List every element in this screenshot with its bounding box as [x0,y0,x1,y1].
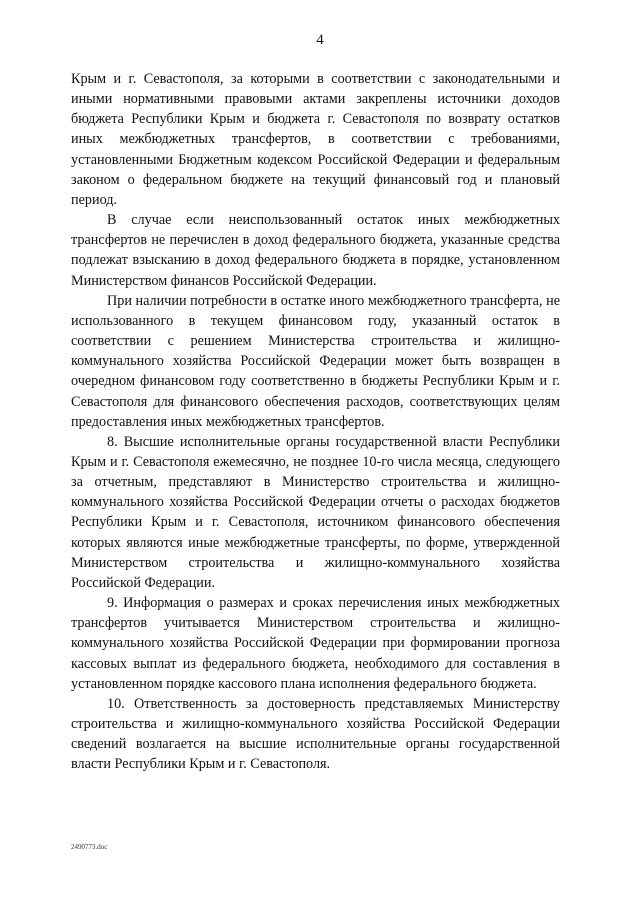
document-file-label: 2490773.doc [71,843,108,851]
paragraph-unused-remainder: В случае если неиспользованный остаток иных межбюджетных трансфертов не перечислен в доход федерального бюджета, указанные средства подлежат взысканию в доход федерального бюджета в порядке, установленном Министерством финансов Российской Федерации. [71,212,560,289]
page-number: 4 [316,32,324,48]
paragraph-continuation: Крым и г. Севастополя, за которыми в соответствии с законодательными и иными нормативными правовыми актами закреплены источники доходов бюджета Республики Крым и бюджета г. Севастополя по возврату остатков иных межбюджетных трансфертов, в соответствии с требованиями, установленными Бюджетным кодексом Российской Федерации и федеральным законом о федеральном бюджете на текущий финансовый год и плановый период. [71,71,560,208]
paragraph-item-8: 8. Высшие исполнительные органы государственной власти Республики Крым и г. Севастополя ежемесячно, не позднее 10-го числа месяца, следующего за отчетным, представляют в Министерство строительства и жилищно-коммунального хозяйства Российской Федерации отчеты о расходах бюджетов Республики Крым и г. Севастополя, источником финансового обеспечения которых являются иные межбюджетные трансферты, по форме, утвержденной Министерством строительства и жилищно-коммунального хозяйства Российской Федерации. [71,433,560,591]
paragraph-remainder-need: При наличии потребности в остатке иного межбюджетного трансферта, не использованного в текущем финансовом году, указанный остаток в соответствии с решением Министерства строительства и жилищно-коммунального хозяйства Российской Федерации может быть возвращен в очередном финансовом году соответственно в бюджеты Республики Крым и г. Севастополя для финансового обеспечения расходов, соответствующих целям предоставления иных межбюджетных трансфертов. [71,292,560,430]
paragraph-item-9: 9. Информация о размерах и сроках перечисления иных межбюджетных трансфертов учитывается Министерством строительства и жилищно-коммунального хозяйства Российской Федерации при формировании прогноза кассовых выплат из федерального бюджета, необходимого для составления в установленном порядке кассового плана исполнения федерального бюджета. [71,595,560,692]
document-body [71,69,560,774]
paragraph-item-10: 10. Ответственность за достоверность представляемых Министерству строительства и жилищно-коммунального хозяйства Российской Федерации сведений возлагается на высшие исполнительные органы государственной власти Республики Крым и г. Севастополя. [71,695,560,773]
